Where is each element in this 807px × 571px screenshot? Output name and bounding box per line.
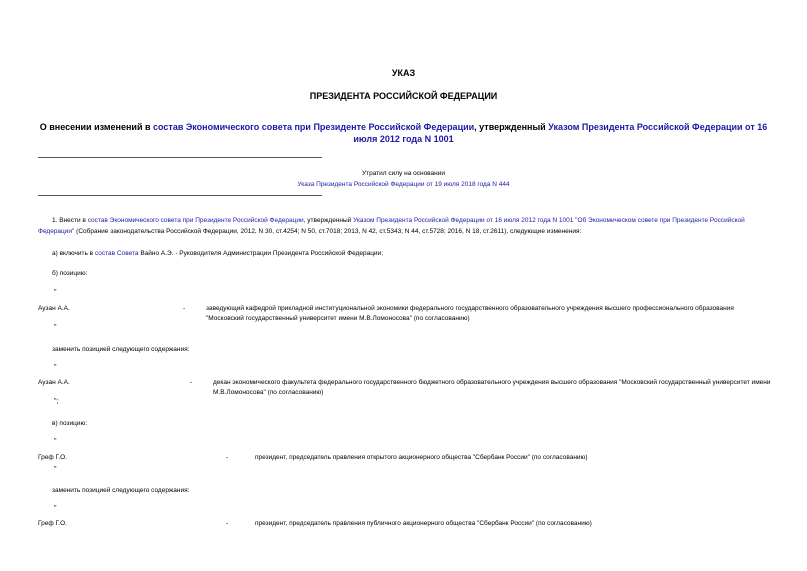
entry-2-dash: - [190, 379, 193, 386]
entry-4-desc: президент, председатель правления публичного акционерного общества "Сбербанк России" (по согласованию) [255, 520, 592, 527]
item-1 [38, 215, 775, 237]
quote-open-3: " [54, 438, 57, 445]
divider-top [38, 157, 322, 158]
entry-1-dash: - [183, 305, 186, 312]
quote-close-3: " [54, 466, 57, 473]
entry-2-name: Аузан А.А. [38, 379, 70, 386]
doc-heading [30, 121, 777, 145]
heading-link-decree[interactable]: Указом Президента Российской Федерации от 16 июля 2012 года N 1001 [353, 122, 768, 144]
divider-bottom [38, 195, 322, 196]
status-line-1: Утратил силу на основании [361, 170, 446, 177]
entry-3-dash: - [226, 454, 229, 461]
sub-a-link[interactable]: состав Совета [94, 250, 139, 257]
quote-open-2: " [54, 364, 57, 371]
entry-1-name: Аузан А.А. [38, 305, 70, 312]
quote-close-1: " [54, 324, 57, 331]
replace-text-2: заменить позицией следующего содержания: [52, 487, 190, 494]
entry-4-dash: - [226, 520, 229, 527]
doc-title: УКАЗ [391, 68, 416, 78]
item-1-middle: , утвержденный [303, 217, 354, 224]
sub-a-prefix: а) включить в [52, 250, 95, 257]
item-1-suffix: (Собрание законодательства Российской Федерации, 2012, N 30, ст.4254; N 50, ст.7018; 2013, N 42, ст.5343; N 44, ст.5728; 2016, N 18, ст.2611), следующие изменения: [74, 228, 582, 235]
entry-3-name: Греф Г.О. [38, 454, 67, 461]
sub-item-v: в) позицию: [52, 420, 88, 427]
quote-close-2: "; [54, 398, 59, 405]
item-1-prefix: 1. Внести в [52, 217, 88, 224]
heading-prefix: О внесении изменений в [39, 122, 154, 132]
sub-item-a [52, 249, 383, 259]
heading-middle: , утвержденный [474, 122, 549, 132]
entry-1-desc: заведующий кафедрой прикладной институциональной экономики федерального государственного образовательного учреждения высшего профессионального образования "Московский государственный университет имени М.В.Ломоносова" (по согласованию) [206, 305, 734, 322]
item-1-link-decree[interactable]: Указом Президента Российской Федерации от 16 июля 2012 года N 1001 "Об Экономическом совете при Президенте Российской Федерации" [38, 217, 745, 235]
sub-item-b: б) позицию: [52, 270, 88, 277]
item-1-link-council[interactable]: состав Экономического совета при Президенте Российской Федерации [87, 217, 304, 224]
status-link[interactable]: Указа Президента Российской Федерации от 19 июля 2018 года N 444 [297, 181, 510, 188]
entry-4-name: Греф Г.О. [38, 520, 67, 527]
quote-open-4: " [54, 505, 57, 512]
entry-2-desc: декан экономического факультета федерального государственного бюджетного образовательного учреждения высшего образования "Московский государственный университет имени М.В.Ломоносова" (по согласованию) [213, 379, 771, 396]
heading-link-council[interactable]: состав Экономического совета при Президенте Российской Федерации [153, 122, 475, 132]
entry-3-desc: президент, председатель правления открытого акционерного общества "Сбербанк России" (по согласованию) [255, 454, 588, 461]
replace-text-1: заменить позицией следующего содержания: [52, 346, 190, 353]
sub-a-suffix: Вайно А.Э. - Руководителя Администрации Президента Российской Федерации; [138, 250, 383, 257]
doc-issuer: ПРЕЗИДЕНТА РОССИЙСКОЙ ФЕДЕРАЦИИ [309, 91, 498, 101]
quote-open-1: " [54, 289, 57, 296]
